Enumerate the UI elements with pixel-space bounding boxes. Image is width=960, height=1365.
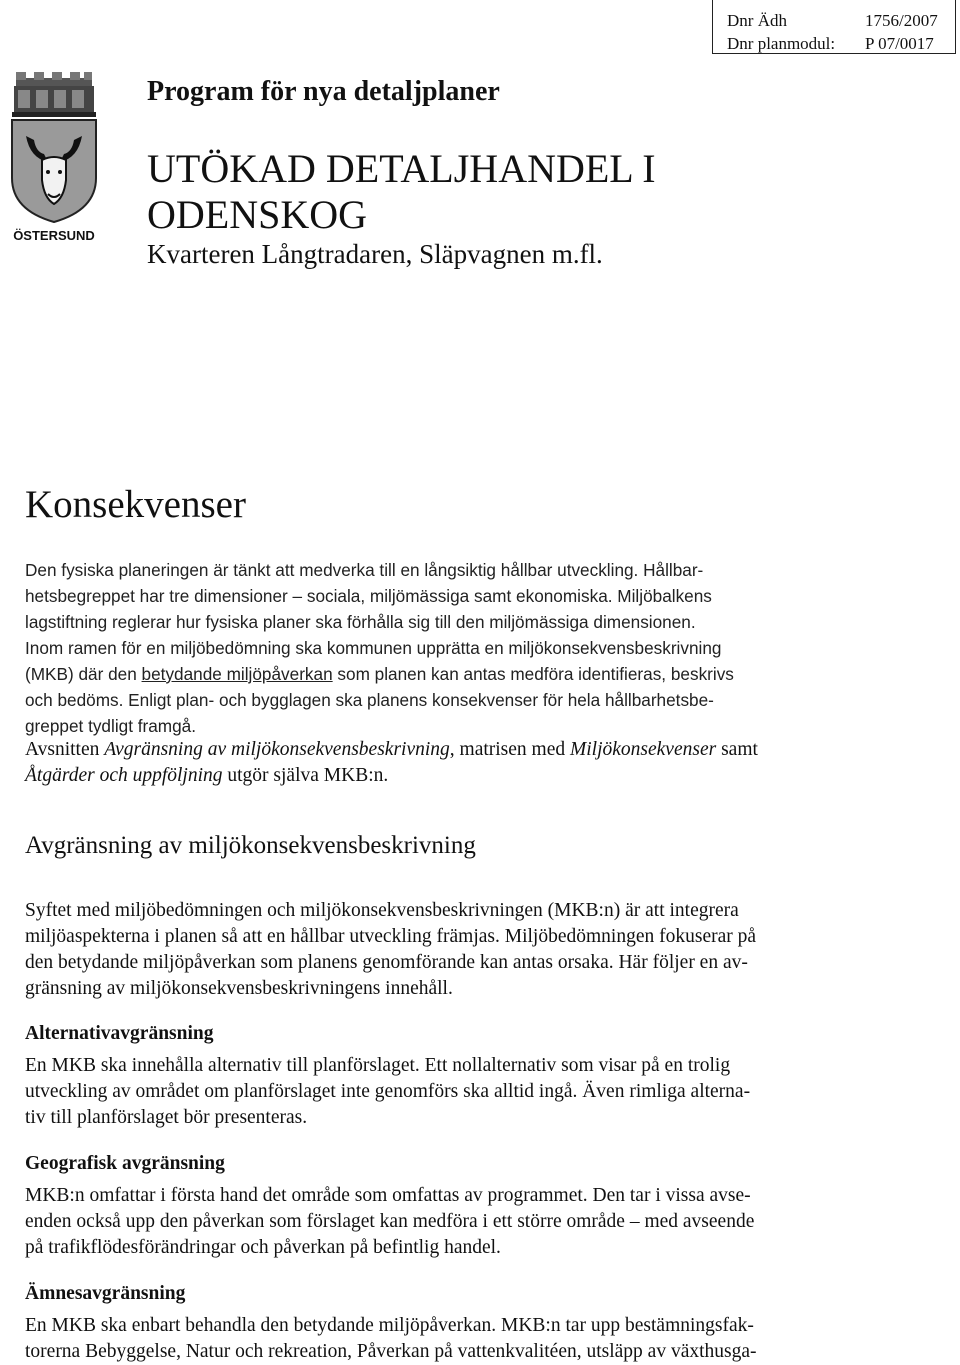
amnes-paragraph	[25, 1313, 757, 1365]
section-heading-konsekvenser: Konsekvenser	[25, 483, 246, 526]
text-line: hetsbegreppet har tre dimensioner – sociala, miljömässiga samt ekonomiska. Miljöbalkens	[25, 586, 712, 606]
program-label: Program för nya detaljplaner	[147, 76, 500, 107]
ref-value: P 07/0017	[865, 34, 934, 53]
text-line: Syftet med miljöbedömningen och miljökonsekvensbeskrivningen (MKB:n) är att integrera	[25, 900, 739, 921]
text-line: MKB:n omfattar i första hand det område som omfattas av programmet. Den tar i vissa avse-	[25, 1185, 751, 1206]
text-line: lagstiftning reglerar hur fysiska planer ska förhålla sig till den miljömässiga dimensionen.	[25, 612, 696, 632]
text-line: greppet tydligt framgå.	[25, 716, 197, 736]
ref-label: Dnr Ädh	[727, 11, 787, 30]
text-line: (MKB) där den betydande miljöpåverkan som planen kan antas medföra identifieras, beskrivs	[25, 664, 734, 684]
text-line: torerna Bebyggelse, Natur och rekreation, Påverkan på vattenkvalitéen, utsläpp av växthusga-	[25, 1341, 757, 1362]
subheading-geografisk: Geografisk avgränsning	[25, 1153, 225, 1174]
ostersund-coat-of-arms-logo	[8, 70, 100, 242]
svg-text:ÖSTERSUND: ÖSTERSUND	[13, 228, 95, 242]
underlined-term: betydande miljöpåverkan	[141, 664, 333, 684]
ref-label: Dnr planmodul:	[727, 34, 836, 53]
ref-value: 1756/2007	[865, 11, 938, 30]
text-line: på trafikflödesförändringar och påverkan på befintlig handel.	[25, 1237, 501, 1258]
text-line: Avsnitten Avgränsning av miljökonsekvensbeskrivning, matrisen med Miljökonsekvenser samt	[25, 739, 758, 760]
alternativ-paragraph	[25, 1053, 750, 1131]
text-line: utveckling av området om planförslaget inte genomförs ska alltid ingå. Även rimliga alterna-	[25, 1081, 751, 1102]
document-reference-box	[712, 0, 956, 54]
geografisk-paragraph	[25, 1183, 754, 1261]
subheading-amnes: Ämnesavgränsning	[25, 1283, 186, 1304]
coat-of-arms-icon	[8, 70, 100, 242]
avsnitten-paragraph	[25, 737, 758, 789]
text-line: Åtgärder och uppföljning utgör själva MKB:n.	[25, 765, 389, 786]
section-heading-avgransning: Avgränsning av miljökonsekvensbeskrivning	[25, 832, 476, 859]
konsekvenser-paragraph	[25, 557, 734, 739]
text-line: tiv till planförslaget bör presenteras.	[25, 1107, 308, 1128]
text-line: En MKB ska innehålla alternativ till planförslaget. Ett nollalternativ som visar på en trolig	[25, 1055, 731, 1076]
text-line: den betydande miljöpåverkan som planens genomförande kan antas orsaka. Här följer en av-	[25, 952, 748, 973]
text-line: En MKB ska enbart behandla den betydande miljöpåverkan. MKB:n tar upp bestämningsfak-	[25, 1315, 754, 1336]
text-line: enden också upp den påverkan som förslaget kan medföra i ett större område – med avseende	[25, 1211, 755, 1232]
title-line: UTÖKAD DETALJHANDEL I	[147, 146, 656, 191]
avgransning-paragraph	[25, 898, 756, 1002]
text-line: miljöaspekterna i planen så att en hållbar utveckling främjas. Miljöbedömningen fokuserar på	[25, 926, 757, 947]
text-line: gränsning av miljökonsekvensbeskrivningens innehåll.	[25, 978, 453, 999]
title-line: ODENSKOG	[147, 192, 367, 237]
text-line: Den fysiska planeringen är tänkt att medverka till en långsiktig hållbar utveckling. Hållbar-	[25, 560, 704, 580]
text-line: och bedöms. Enligt plan- och bygglagen ska planens konsekvenser för hela hållbarhetsbe-	[25, 690, 714, 710]
text-line: Inom ramen för en miljöbedömning ska kommunen upprätta en miljökonsekvensbeskrivning	[25, 638, 722, 658]
document-subtitle: Kvarteren Långtradaren, Släpvagnen m.fl.	[147, 239, 603, 269]
document-title	[147, 146, 747, 238]
subheading-alternativ: Alternativavgränsning	[25, 1023, 214, 1044]
